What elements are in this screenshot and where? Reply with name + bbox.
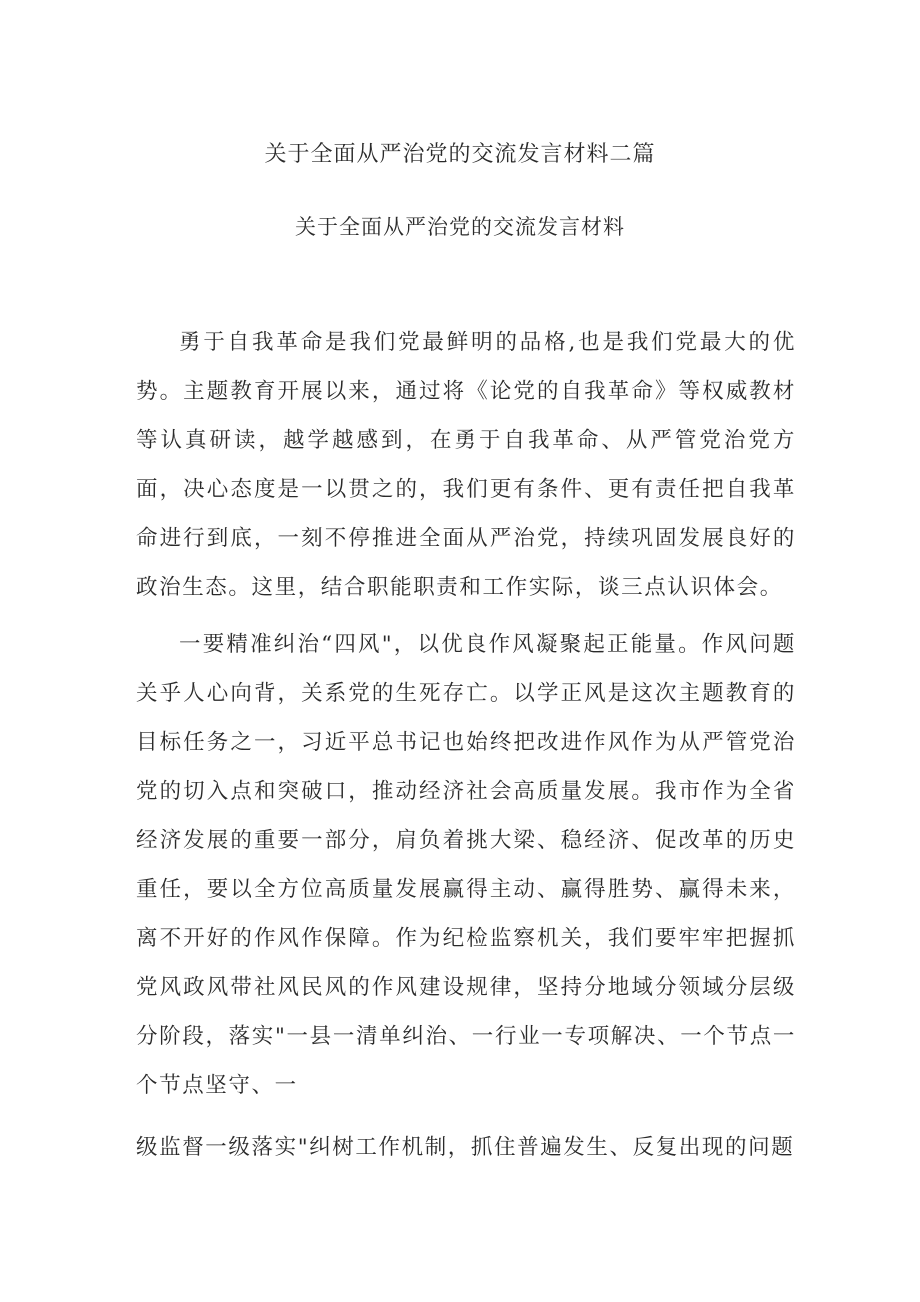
paragraph-2: 一要精准纠治“四风"，以优良作风凝聚起正能量。作风问题关乎人心向背，关系党的生死存亡。以学正风是这次主题教育的目标任务之一，习近平总书记也始终把改进作风作为从严管党治党的切入点和突破口，推动经济社会高质量发展。我市作为全省经济发展的重要一部分，肩负着挑大梁、稳经济、促改革的历史重任，要以全方位高质量发展赢得主动、赢得胜势、赢得未来，离不开好的作风作保障。作为纪检监察机关，我们要牢牢把握抓党风政风带社风民风的作风建设规律，坚持分地域分领域分层级分阶段，落实"一县一清单纠治、一行业一专项解决、一个节点一个节点坚守、一 [136, 632, 796, 1098]
paragraph-1: 勇于自我革命是我们党最鲜明的品格,也是我们党最大的优势。主题教育开展以来，通过将《论党的自我革命》等权威教材等认真研读，越学越感到，在勇于自我革命、从严管党治党方面，决心态度是一以贯之的，我们更有条件、更有责任把自我革命进行到底，一刻不停推进全面从严治党，持续巩固发展良好的政治生态。这里，结合职能职责和工作实际，谈三点认识体会。 [136, 330, 796, 600]
paragraph-3: 级监督一级落实"纠树工作机制，抓住普遍发生、反复出现的问题 [136, 1135, 795, 1160]
document-subtitle: 关于全面从严治党的交流发言材料 [295, 215, 625, 239]
document-title: 关于全面从严治党的交流发言材料二篇 [264, 142, 656, 167]
